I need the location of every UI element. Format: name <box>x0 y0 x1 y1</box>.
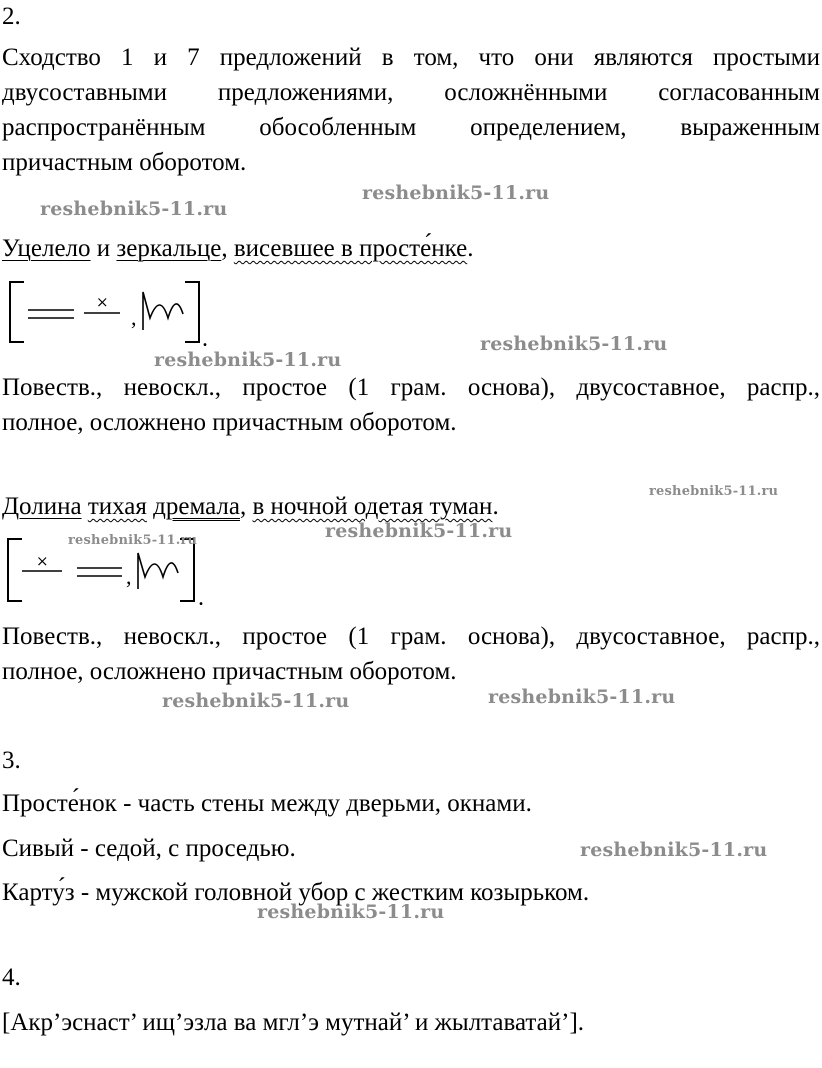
watermark: reshebnik5-11.ru <box>40 198 228 220</box>
subject-word: зеркальце <box>116 235 222 262</box>
section-2-number: 2. <box>2 3 21 30</box>
attribute-word: тихая <box>87 493 147 520</box>
watermark: reshebnik5-11.ru <box>649 484 779 499</box>
paragraph-line-3: распространённым обособленным определением, выраженным <box>2 114 820 141</box>
section-3-number: 3. <box>2 747 21 774</box>
comma: , <box>240 493 253 520</box>
paragraph-line-2: двусоставными предложениями, осложнёнными согласованным <box>2 79 820 106</box>
section-4-number: 4. <box>2 964 21 991</box>
participial-phrase: висевшее в просте́нке <box>233 235 468 262</box>
participle-wave <box>138 553 178 589</box>
scheme-comma: , <box>131 305 137 330</box>
sentence-1 <box>2 232 473 266</box>
watermark: reshebnik5-11.ru <box>162 690 350 712</box>
left-bracket <box>8 539 22 601</box>
sentence-end: . <box>467 235 474 262</box>
comma: , <box>221 235 234 262</box>
sentence-end: . <box>492 493 499 520</box>
cross-mark: × <box>96 293 109 311</box>
right-bracket <box>185 282 199 342</box>
analysis-line: Повеств., невоскл., простое (1 грам. основа), двусоставное, распр., <box>2 623 820 650</box>
watermark: reshebnik5-11.ru <box>488 686 676 708</box>
cross-mark: × <box>36 552 49 570</box>
participial-phrase: в ночной одетая туман <box>252 493 493 520</box>
definition-line: Карту́з - мужской головной убор с жестким козырьком. <box>2 879 590 906</box>
paragraph-line-1: Сходство 1 и 7 предложений в том, что они являются простыми <box>2 44 820 71</box>
scheme-period: . <box>198 585 204 611</box>
definition-line: Сивый - седой, с проседью. <box>2 835 296 862</box>
sentence-scheme-1 <box>0 278 230 352</box>
watermark: reshebnik5-11.ru <box>325 520 513 542</box>
scheme-period: . <box>202 326 208 352</box>
scheme-comma: , <box>126 564 132 589</box>
right-bracket <box>180 539 194 601</box>
transcription: [Акр’эснаст’ ищ’эзла ва мгл’э мутнай’ и жылтаватай’]. <box>2 1009 585 1036</box>
definition-line: Просте́нок - часть стены между дверьми, окнами. <box>2 790 532 817</box>
watermark: reshebnik5-11.ru <box>154 349 342 371</box>
paragraph-line-4: причастным оборотом. <box>2 149 247 176</box>
sentence-2 <box>2 490 499 524</box>
participle-wave <box>143 292 183 330</box>
analysis-line: полное, осложнено причастным оборотом. <box>2 658 457 685</box>
watermark: reshebnik5-11.ru <box>257 901 445 923</box>
watermark: reshebnik5-11.ru <box>362 182 550 204</box>
left-bracket <box>10 282 24 342</box>
analysis-line: Повеств., невоскл., простое (1 грам. основа), двусоставное, распр., <box>2 374 820 401</box>
subject-word: Долина <box>2 493 82 520</box>
subject-word: Уцелело <box>2 235 91 262</box>
predicate-word: дремала <box>153 493 240 520</box>
watermark: reshebnik5-11.ru <box>480 333 668 355</box>
watermark: reshebnik5-11.ru <box>580 839 768 861</box>
watermark: reshebnik5-11.ru <box>68 533 198 548</box>
analysis-line: полное, осложнено причастным оборотом. <box>2 409 457 436</box>
conjunction: и <box>90 235 117 262</box>
